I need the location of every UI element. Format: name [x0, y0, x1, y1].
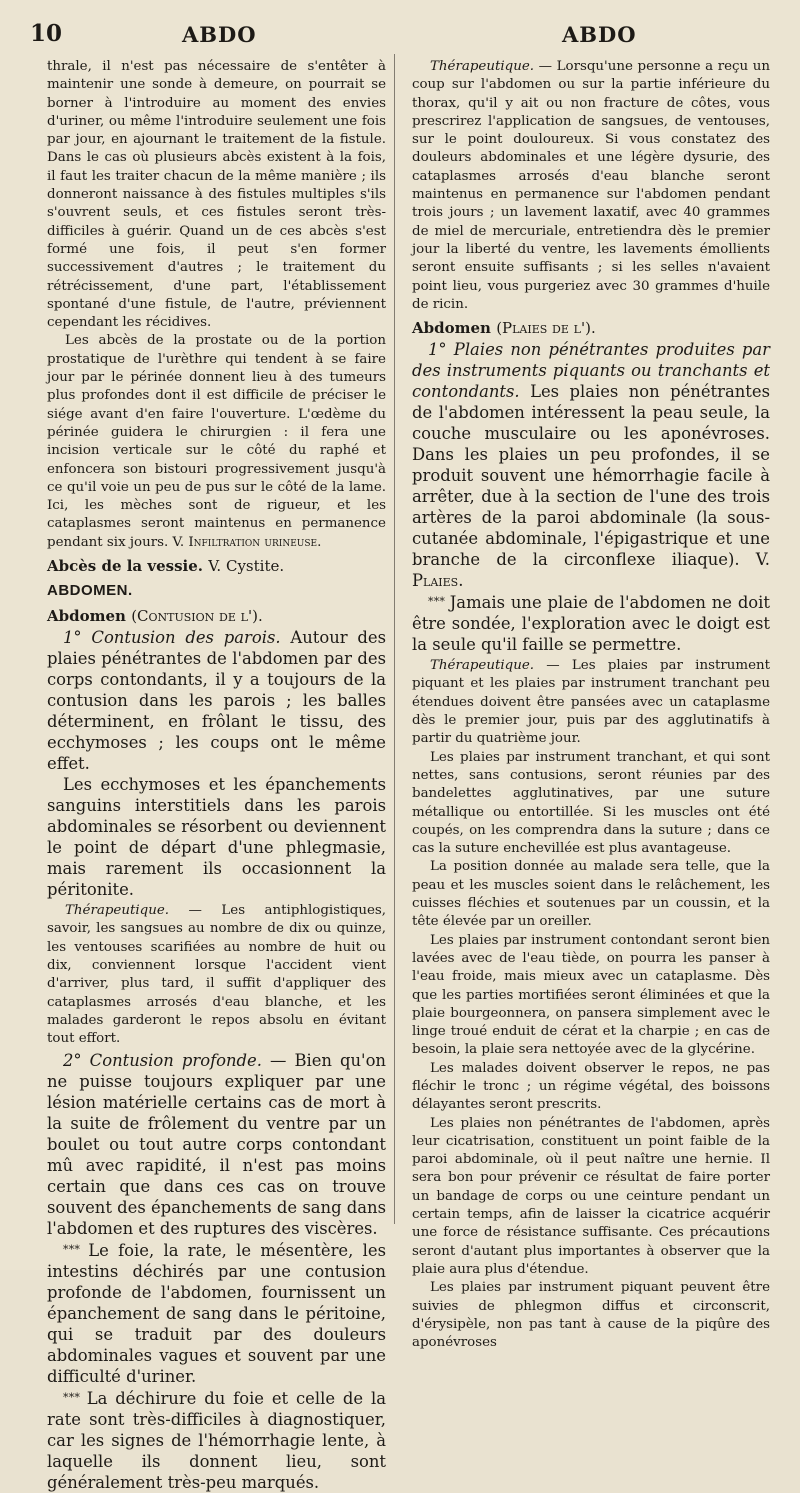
entry-abdomen-plaies	[412, 317, 770, 339]
paragraph-text: — Les antiphlogistiques, savoir, les sangsues au nombre de dix ou quinze, les ventouses scarifiées au nombre de huit ou dix, conviennent lorsque l'accident vient d'arriver, plus tard, il suffit d'appliquer des cataplasmes arrosés d'eau blanche, et les malades garderont le repos absolu en évitant tout effort.	[47, 903, 386, 1047]
left-column	[47, 58, 386, 1493]
entry-term: Abdomen	[412, 319, 491, 338]
section-label: Thérapeutique.	[65, 903, 170, 919]
asterism-mark: * * *	[63, 1243, 79, 1257]
column-divider	[394, 54, 395, 1224]
entry-title-abdomen: ABDOMEN.	[47, 582, 133, 600]
paragraph-foie-rate	[47, 1239, 386, 1387]
entry-subtitle: (Contusion de l').	[131, 607, 263, 626]
entry-abdomen-contusion	[47, 605, 386, 627]
asterism-mark: * * *	[63, 1391, 79, 1405]
paragraph-instrument-piquant: Les plaies par instrument piquant peuvent être suivies de phlegmon diffus et circonscrit, d'érysipèle, non pas tant à cause de la piqûre des aponévroses	[412, 1280, 770, 1351]
paragraph-instrument-tranchant: Les plaies par instrument tranchant, et qui sont nettes, sans contusions, seront réunies par des bandelettes agglutinatives, par une suture métallique ou entortillée. Si les muscles ont été coupés, on les comprendra dans la suture ; dans ce cas la suture enchevillée est plus avantageuse.	[412, 749, 770, 857]
paragraph-ecchymoses: Les ecchymoses et les épanchements sanguins interstitiels dans les parois abdominales se résorbent ou deviennent le point de départ d'une phlegmasie, mais rarement ils occasionnent la péritonite.	[47, 775, 386, 900]
paragraph-text: Autour des plaies pénétrantes de l'abdomen par des corps contondants, il y a toujours de la contusion dans les parois ; les balles déterminent, en frôlant le tissu, des ecchymoses ; les coups ont le même effet.	[47, 628, 386, 774]
paragraph-contusion-parois	[47, 627, 386, 774]
section-label: Thérapeutique.	[430, 59, 535, 74]
paragraph-text: — Lorsqu'une personne a reçu un coup sur l'abdomen ou sur la partie inférieure du thorax, qu'il y ait ou non fracture de côtes, vous prescrirez l'application de sangsues, de ventouses, sur le point douloureux. Si vous constatez des douleurs abdominales et une légère dysurie, des cataplasmes arrosés d'eau blanche seront maintenus en permanence sur l'abdomen pendant trois jours ; un lavement laxatif, avec 40 grammes de miel de mercuriale, entretiendra dès le premier jour la liberté du ventre, les lavements émollients seront ensuite suffisants ; si les selles n'avaient point lieu, vous purgeriez avec 30 grammes d'huile de ricin.	[412, 59, 770, 312]
paragraph-fistule-continued: thrale, il n'est pas nécessaire de s'entêter à maintenir une sonde à demeure, on pourrait se borner à l'introduire au moment des envies d'uriner, ou même l'introduire seulement une fois par jour, en ajournant le traitement de la fistule. Dans le cas où plusieurs abcès existent à la fois, il faut les traiter chacun de la même manière ; ils donneront naissance à des fistules multiples s'ils s'ouvrent seuls, et ces fistules seront très-difficiles à guérir. Quand un de ces abcès s'est formé une fois, il peut s'en former successivement d'autres ; le traitement du rétrécissement, d'une part, l'établissement spontané d'une fistule, de l'autre, préviennent cependant les récidives.	[47, 59, 386, 331]
paragraph-abces-prostate	[47, 332, 386, 552]
entry-subtitle: (Plaies de l').	[496, 319, 596, 338]
paragraph-dechirure-foie	[47, 1387, 386, 1493]
page-header	[0, 20, 800, 52]
paragraph-therapeutique-plaies	[412, 657, 770, 748]
right-column	[412, 58, 770, 1352]
entry-abces-vessie	[47, 555, 386, 577]
section-label: 2° Contusion profonde.	[63, 1051, 262, 1071]
paragraph-cicatrisation: Les plaies non pénétrantes de l'abdomen, après leur cicatrisation, constituent un point faible de la paroi abdominale, où il peut naître une hernie. Il sera bon pour prévenir ce résultat de faire porter un bandage de corps ou une ceinture pendant un certain temps, afin de laisser la cicatrice acquérir une force de résistance suffisante. Ces précautions seront d'autant plus importantes à observer que la plaie aura plus d'étendue.	[412, 1115, 770, 1277]
paragraph-plaies-non-penetrantes	[412, 339, 770, 591]
paragraph-text: Les abcès de la prostate ou de la portion prostatique de l'urèthre qui tendent à se faire jour par le périnée donnent lieu à des tumeurs plus profondes dont il est difficile de préciser le siége avant d'en faire l'ouverture. L'œdème du périnée guidera le chirurgien : il fera une incision verticale sur le côté du raphé et enfoncera son bistouri progressivement jusqu'à ce qu'il voie un peu de pus sur le côté de la lame. Ici, les mèches sont de rigueur, et les cataplasmes seront maintenus en permanence pendant six jours. V.	[47, 333, 386, 550]
cross-reference: Infiltration urineuse.	[188, 534, 322, 550]
paragraph-therapeutique-coup	[412, 58, 770, 314]
paragraph-text: — Bien qu'on ne puisse toujours expliquer par une lésion matérielle certains cas de mort à la suite de frôlement du ventre par un boulet ou tout autre corps contondant mû avec rapidité, il n'est pas moins certain que dans ces cas on trouve souvent des épanchements de sang dans l'abdomen et des ruptures des viscères.	[47, 1051, 387, 1239]
running-head-left: ABDO	[182, 22, 257, 47]
paragraph-text: Les plaies non pénétrantes de l'abdomen intéressent la peau seule, la couche musculaire ou les aponévroses. Dans les plaies un peu profondes, il se produit souvent une hémorrhagie facile à arrêter, due à la section de l'une des trois artères de la paroi abdominale (la sous-cutanée abdominale, l'épigastrique et une branche de la circonflexe iliaque). V.	[412, 382, 770, 570]
section-label: 1° Contusion des parois.	[63, 628, 281, 648]
paragraph-therapeutique-contusion	[47, 902, 386, 1048]
paragraph-text: Jamais une plaie de l'abdomen ne doit être sondée, l'exploration avec le doigt est la seule qu'il faille se permettre.	[412, 593, 771, 655]
page-number: 10	[30, 20, 63, 47]
paragraph-repos: Les malades doivent observer le repos, ne pas fléchir le tronc ; un régime végétal, des boissons délayantes seront prescrits.	[412, 1060, 770, 1113]
paragraph-instrument-contondant: Les plaies par instrument contondant seront bien lavées avec de l'eau tiède, on pourra les panser à l'eau froide, mais mieux avec un cataplasme. Dès que les parties mortifiées seront éliminées et que la plaie bourgeonnera, on pansera simplement avec le linge troué enduit de cérat et la charpie ; en cas de besoin, la plaie sera nettoyée avec de la glycérine.	[412, 932, 770, 1058]
paragraph-position-malade: La position donnée au malade sera telle, que la peau et les muscles soient dans le relâchement, les cuisses fléchies et soutenues par un coussin, et la tête élevée par un oreiller.	[412, 859, 770, 930]
asterism-mark: * * *	[428, 595, 444, 609]
cross-reference: V. Cystite.	[208, 557, 285, 576]
cross-reference: Plaies.	[412, 571, 464, 591]
paragraph-text: Le foie, la rate, le mésentère, les intestins déchirés par une contusion profonde de l'abdomen, fournissent un épanchement de sang dans le péritoine, qui se traduit par des douleurs abdominales vagues et souvent par une difficulté d'uriner.	[47, 1241, 386, 1387]
running-head-right: ABDO	[562, 22, 637, 47]
entry-term: Abcès de la vessie.	[47, 557, 203, 576]
paragraph-text: — Les plaies par instrument piquant et les plaies par instrument tranchant peu étendues doivent être pansées avec un cataplasme dès le premier jour, puis par des agglutinatifs à partir du quatrième jour.	[412, 658, 770, 747]
section-label: Thérapeutique.	[430, 658, 535, 674]
paragraph-contusion-profonde	[47, 1050, 386, 1239]
paragraph-exploration	[412, 591, 770, 655]
entry-term: Abdomen	[47, 607, 126, 626]
section-label: 1° Plaies non pénétrantes produites par des instruments piquants ou tranchants et contondants.	[412, 340, 770, 402]
paragraph-text: La déchirure du foie et celle de la rate sont très-difficiles à diagnostiquer, car les signes de l'hémorrhagie lente, à laquelle ils donnent lieu, sont généralement très-peu marqués.	[47, 1389, 386, 1493]
